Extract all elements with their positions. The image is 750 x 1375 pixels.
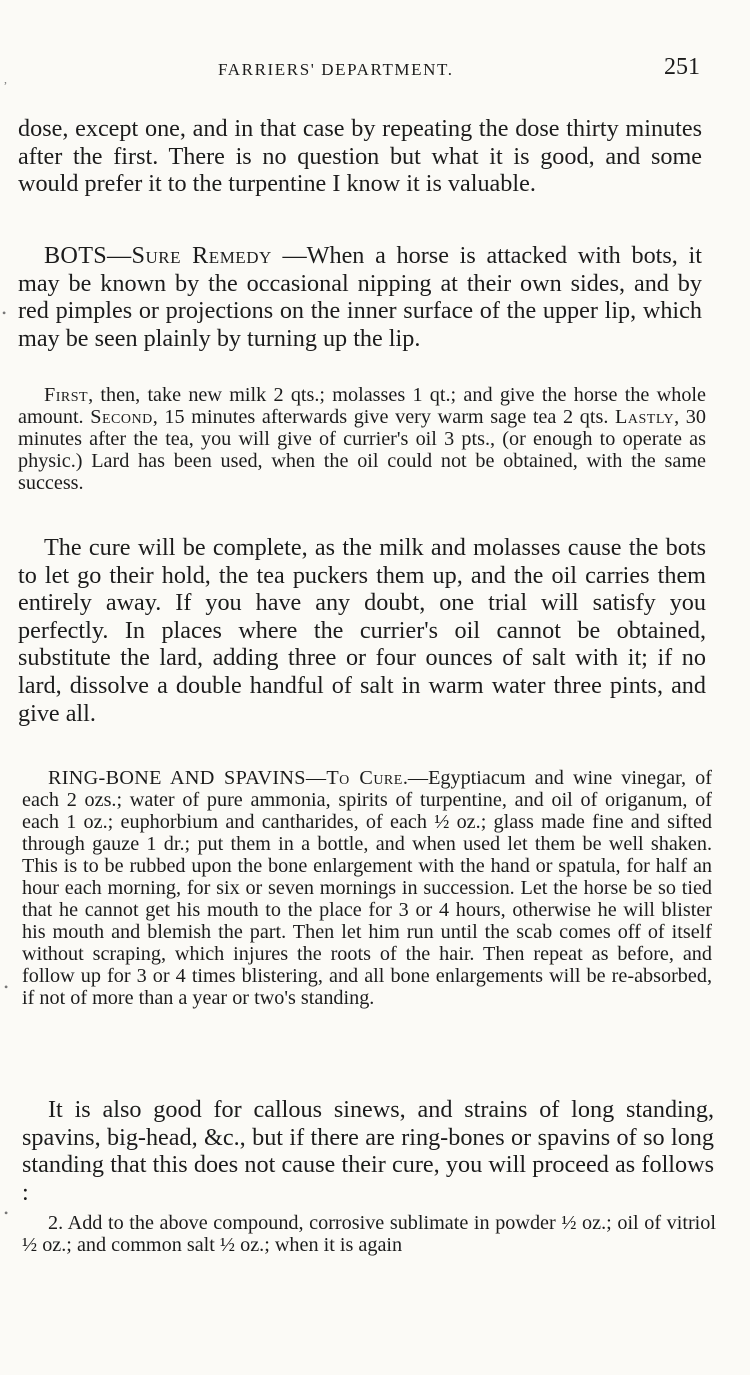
step-first-label: First — [44, 384, 89, 406]
running-title: FARRIERS' DEPARTMENT. — [218, 60, 454, 79]
paragraph-text: , 15 minutes afterwards give very warm sage tea 2 qts. — [152, 406, 616, 428]
section-heading-ring-bone: RING-BONE AND SPAVINS— — [48, 767, 327, 789]
paragraph-text: It is also good for callous sinews, and strains of long standing, spavins, big-head, &c., but if there are ring-bones or spavins of so long standing that this does not cause their cure, you will proceed as follows : — [22, 1096, 714, 1206]
paragraph-text: The cure will be complete, as the milk and molasses cause the bots to let go their hold, the tea puckers them up, and the oil carries them entirely away. If you have any doubt, one trial will satisfy you perfectly. In places where the currier's oil cannot be obtained, substitute the lard, adding three or four ounces of salt with it; if no lard, dissolve a double handful of salt in warm water three pints, and give all. — [18, 534, 706, 727]
paragraph-bots-remedy — [18, 242, 702, 352]
section-subheading-sure-remedy: Sure Remedy — [131, 242, 272, 269]
paragraph-continued-dose — [18, 115, 702, 198]
paragraph-bots-instructions — [18, 384, 706, 494]
margin-speck: • — [2, 306, 7, 320]
paragraph-step-two — [22, 1212, 716, 1256]
paragraph-text: , 30 minutes after the tea, you will give of currier's oil 3 pts., (or enough to operate as physic.) Lard has been used, when the oil could not be obtained, with the same success. — [18, 406, 706, 494]
step-second-label: Second — [90, 406, 153, 428]
paragraph-text: 2. Add to the above compound, corrosive sublimate in powder ½ oz.; oil of vitriol ½ oz.; and common salt ½ oz.; when it is again — [22, 1212, 716, 1256]
margin-speck: • — [4, 980, 9, 994]
step-lastly-label: Lastly — [615, 406, 675, 428]
paragraph-text: , then, take new milk 2 qts.; molasses 1 qt.; and give the horse the whole amount. — [18, 384, 706, 428]
paragraph-text: dose, except one, and in that case by repeating the dose thirty minutes after the first. There is no question but what it is good, and some would prefer it to the turpentine I know it is valuable. — [18, 115, 702, 198]
section-heading-bots: BOTS— — [44, 242, 132, 269]
paragraph-ring-bone-spavins — [22, 767, 712, 1009]
margin-speck: , — [4, 72, 7, 86]
page-number: 251 — [664, 54, 700, 80]
paragraph-text: .—Egyptiacum and wine vinegar, of each 2 ozs.; water of pure ammonia, spirits of turpentine, and oil of origanum, of each 1 oz.; euphorbium and cantharides, of each ½ oz.; glass made fine and sifted through gauze 1 dr.; put them in a bottle, and when used let them be well shaken. This is to be rubbed upon the bone enlargement with the hand or spatula, for half an hour each morning, for six or seven mornings in succession. Let the horse be so tied that he cannot get his mouth to the place for 3 or 4 hours, otherwise he will blister his mouth and blemish the part. Then let him run until the scab comes off of itself without scraping, which injures the roots of the hair. Then repeat as before, and follow up for 3 or 4 times blistering, and all bone enlargements will be re-absorbed, if not of more than a year or two's standing. — [22, 767, 712, 1009]
paragraph-callous-sinews — [22, 1096, 714, 1206]
section-subheading-to-cure: To Cure — [326, 767, 403, 789]
margin-speck: • — [4, 1206, 9, 1220]
paragraph-bots-cure — [18, 534, 706, 727]
paragraph-text: —When a horse is attacked with bots, it may be known by the occasional nipping at their own sides, and by red pimples or projections on the inner surface of the upper lip, which may be seen plainly by turning up the lip. — [18, 242, 702, 352]
running-head — [18, 56, 708, 86]
